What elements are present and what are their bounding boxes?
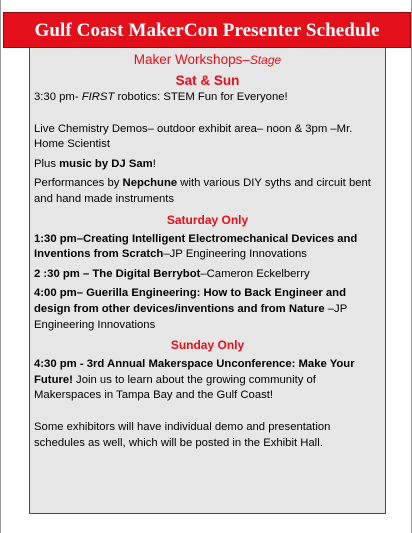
- first-robotics-name: FIRST: [81, 91, 115, 103]
- performance-middle: with various DIY syths and circuit bent and hand made: [34, 177, 371, 205]
- saturday-heading: Saturday Only: [166, 212, 249, 227]
- sunday-heading: Sunday Only: [170, 338, 245, 353]
- music-suffix: !: [152, 157, 156, 170]
- saturday-item-1-title: 1:30 pm–Creating Intelligent Electromechanical Devices and Inventions from Scratch: [34, 232, 358, 261]
- saturday-item-1-presenter: –JP Engineering Innovations: [163, 248, 307, 261]
- saturday-item-2-title: 2 :30 pm – The Digital Berrybot: [34, 267, 201, 280]
- performance-suffix: instruments: [112, 192, 175, 205]
- performance-artist: Nepchune: [122, 177, 178, 190]
- saturday-item-3-title: 4:00 pm– Guerilla Engineering: How to Back Engineer and design from other devices/inventions and from Nature: [34, 287, 346, 315]
- music-item: [34, 157, 381, 173]
- stage-label: Stage: [249, 53, 282, 67]
- sunday-item-1-description: Join us to learn about the growing community of Makerspaces in Tampa Bay and the Gulf Coast!: [34, 373, 316, 402]
- chemistry-demo-item: Live Chemistry Demos– outdoor exhibit area– noon & 3pm –Mr. Home Scientist: [34, 122, 353, 151]
- first-robotics-title: robotics: STEM Fun for Everyone!: [114, 91, 288, 103]
- music-dj: music by DJ Sam: [59, 157, 153, 170]
- schedule-panel: [29, 48, 386, 514]
- sunday-item-1: [34, 357, 381, 404]
- saturday-item-2: [34, 267, 381, 283]
- first-robotics-time: 3:30 pm-: [34, 91, 82, 103]
- saturday-item-1: [34, 232, 381, 263]
- saturday-item-3: [34, 286, 381, 333]
- saturday-item-2-presenter: –Cameron Eckelberry: [200, 267, 310, 280]
- page-title-banner: Gulf Coast MakerCon Presenter Schedule: [3, 12, 411, 48]
- days-heading: Sat & Sun: [175, 73, 240, 88]
- performance-item: [34, 176, 381, 207]
- music-prefix: Plus: [34, 157, 60, 170]
- workshops-label: Maker Workshops–: [133, 52, 250, 67]
- performance-prefix: Performances by: [34, 177, 123, 190]
- saturday-item-3-presenter: –JP Engineering Innovations: [34, 302, 348, 331]
- sunday-item-1-title: 4:30 pm - 3rd Annual Makerspace Unconference: Make Your Future!: [34, 358, 355, 386]
- first-robotics-item: [34, 90, 381, 106]
- exhibitor-note: Some exhibitors will have individual demo and presentation schedules as well, which will be posted in the Exhibit Hall.: [34, 420, 331, 449]
- workshops-heading: [34, 51, 381, 69]
